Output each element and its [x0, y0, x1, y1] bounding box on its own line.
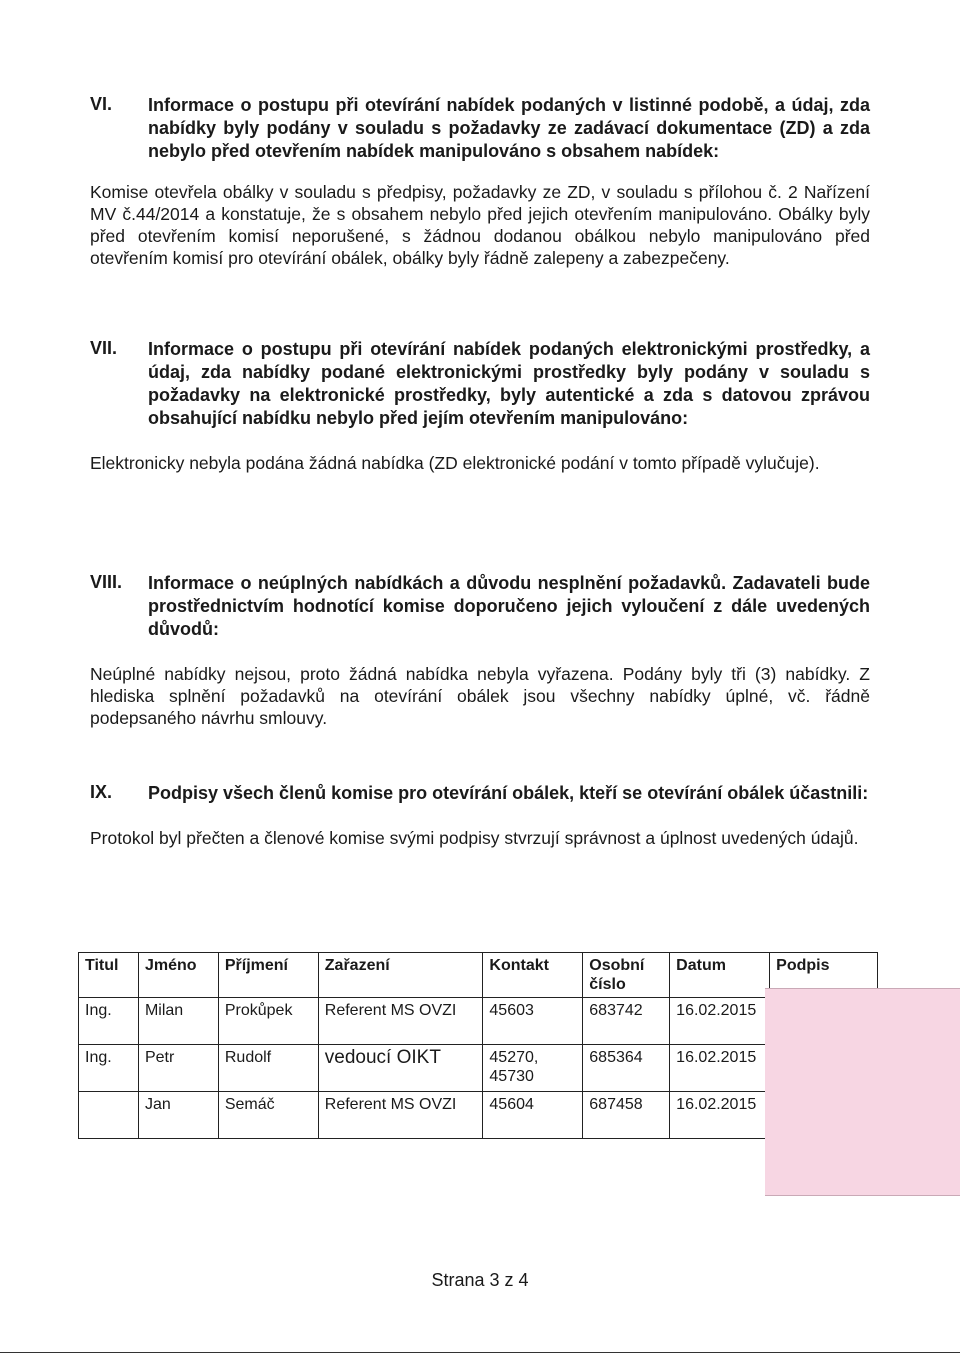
section-body: Elektronicky nebyla podána žádná nabídka (ZD elektronické podání v tomto případě vylučuje). [90, 453, 820, 473]
cell-osobni-cislo: 687458 [583, 1092, 670, 1139]
cell-zarazeni: Referent MS OVZI [318, 1092, 483, 1139]
sticky-edge-line [765, 1195, 960, 1196]
section-vi [90, 94, 870, 269]
section-body: Protokol byl přečten a členové komise svými podpisy stvrzují správnost a úplnost uvedených údajů. [90, 828, 859, 848]
section-number: VIII. [90, 572, 123, 592]
signature-table [78, 952, 878, 1139]
header-datum: Datum [670, 953, 770, 998]
sticky-edge-line [765, 988, 960, 989]
section-number: VII. [90, 338, 118, 358]
cell-titul: Ing. [79, 1045, 139, 1092]
section-title: Informace o neúplných nabídkách a důvodu nesplnění požadavků. Zadavateli bude prostřednictvím hodnotící komise doporučeno jejich vyloučení z dále uvedených důvodů: [148, 573, 870, 639]
table-header-row [79, 953, 878, 998]
cell-zarazeni: Referent MS OVZI [318, 998, 483, 1045]
header-jmeno: Jméno [138, 953, 218, 998]
cell-zarazeni: vedoucí OIKT [318, 1045, 483, 1092]
section-body: Komise otevřela obálky v souladu s předpisy, požadavky ze ZD, v souladu s přílohou č. 2 Nařízení MV č.44/2014 a konstatuje, že s obsahem nebylo před jejich otevřením manipulováno. Obálky byly před otevřením komisí neporušené, s žádnou dodanou obálkou nebylo manipulováno před otevřením komisí pro otevírání obálek, obálky byly řádně zalepeny a zabezpečeny. [90, 182, 870, 268]
bottom-divider [0, 1352, 960, 1353]
section-number: VI. [90, 94, 113, 114]
cell-osobni-cislo: 683742 [583, 998, 670, 1045]
cell-jmeno: Petr [138, 1045, 218, 1092]
section-number: IX. [90, 782, 113, 802]
page-number: Strana 3 z 4 [431, 1270, 529, 1290]
table-row [79, 1045, 878, 1092]
cell-datum: 16.02.2015 [670, 998, 770, 1045]
cell-datum: 16.02.2015 [670, 1092, 770, 1139]
cell-prijmeni: Prokůpek [218, 998, 318, 1045]
cell-osobni-cislo: 685364 [583, 1045, 670, 1092]
cell-jmeno: Jan [138, 1092, 218, 1139]
cell-datum: 16.02.2015 [670, 1045, 770, 1092]
cell-jmeno: Milan [138, 998, 218, 1045]
cell-kontakt: 45604 [483, 1092, 583, 1139]
cell-kontakt: 45270, 45730 [483, 1045, 583, 1092]
cell-prijmeni: Semáč [218, 1092, 318, 1139]
section-vii [90, 338, 870, 474]
table-row [79, 1092, 878, 1139]
header-zarazeni: Zařazení [318, 953, 483, 998]
table-row [79, 998, 878, 1045]
header-osobni-cislo: Osobní číslo [583, 953, 670, 998]
section-title: Informace o postupu při otevírání nabídek podaných v listinné podobě, a údaj, zda nabídky byly podány v souladu s požadavky ze zadávací dokumentace (ZD) a zda nebylo před otevřením nabídek manipulováno s obsahem nabídek: [148, 95, 870, 161]
header-prijmeni: Příjmení [218, 953, 318, 998]
section-title: Podpisy všech členů komise pro otevírání obálek, kteří se otevírání obálek účastnili: [148, 783, 869, 803]
cell-prijmeni: Rudolf [218, 1045, 318, 1092]
header-podpis: Podpis [770, 953, 878, 998]
section-title: Informace o postupu při otevírání nabídek podaných elektronickými prostředky, a údaj, zda nabídky podané elektronickými prostředky byly podány v souladu s požadavky na elektronické prostředky, byly autentické a zda s datovou zprávou obsahující nabídku nebylo před jejím otevřením manipulováno: [148, 339, 870, 428]
section-body: Neúplné nabídky nejsou, proto žádná nabídka nebyla vyřazena. Podány byly tři (3) nabídky. Z hlediska splnění požadavků na otevírání obálek jsou všechny nabídky úplné, vč. řádně podepsaného návrhu smlouvy. [90, 664, 870, 728]
cell-kontakt: 45603 [483, 998, 583, 1045]
header-titul: Titul [79, 953, 139, 998]
pink-sticky-note [765, 988, 960, 1196]
cell-titul: Ing. [79, 998, 139, 1045]
section-ix [90, 782, 870, 849]
section-viii [90, 572, 870, 729]
header-kontakt: Kontakt [483, 953, 583, 998]
cell-titul [79, 1092, 139, 1139]
